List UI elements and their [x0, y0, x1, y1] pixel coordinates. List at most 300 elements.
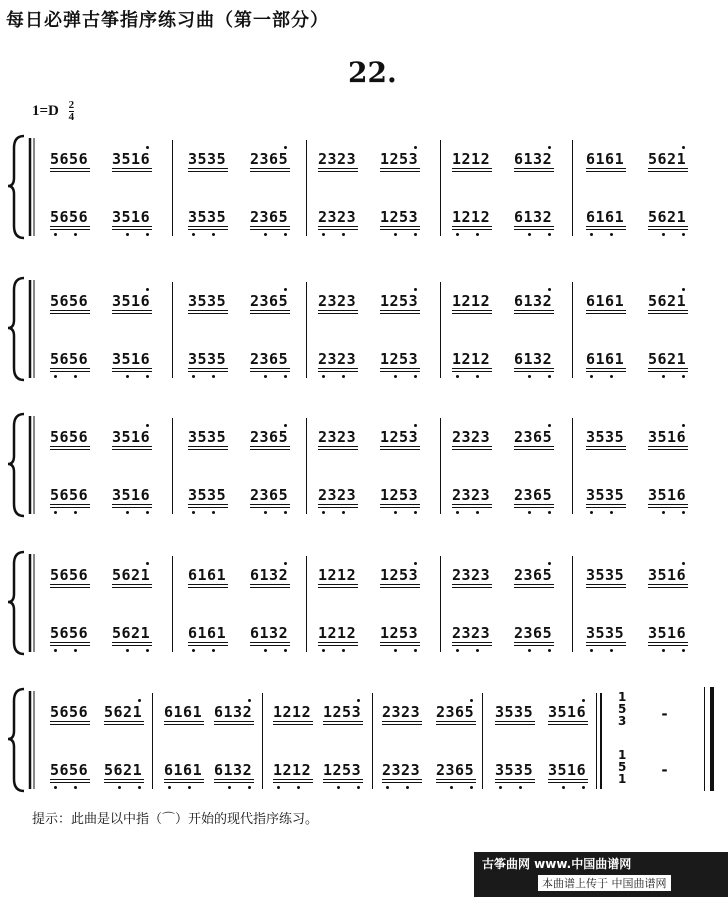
beam-line — [495, 779, 535, 780]
footer-line2: 本曲谱上传于 中国曲谱网 — [538, 875, 671, 891]
octave-dot — [476, 649, 479, 652]
upper-note-group: 6132 — [514, 292, 553, 310]
octave-dot — [682, 288, 685, 291]
beam-line — [250, 371, 290, 372]
beam-line — [250, 645, 290, 646]
barline — [172, 140, 173, 236]
lower-note-group: 1253 — [380, 208, 419, 226]
upper-note-group: 2323 — [318, 428, 357, 446]
beam-line — [648, 584, 688, 585]
beam-line — [495, 721, 535, 722]
beam-line — [273, 721, 313, 722]
barline — [172, 556, 173, 652]
beam-line — [648, 504, 688, 505]
key-label: 1=D — [32, 102, 59, 119]
beam-line — [452, 368, 492, 369]
beam-line — [112, 168, 152, 169]
beam-line — [514, 310, 554, 311]
beam-line — [318, 171, 358, 172]
beam-line — [250, 229, 290, 230]
beam-line — [50, 446, 90, 447]
beam-line — [188, 368, 228, 369]
beam-line — [380, 168, 420, 169]
lower-note-group: 2365 — [436, 761, 475, 779]
beam-line — [214, 782, 254, 783]
octave-dot — [610, 375, 613, 378]
upper-note-group: 2365 — [514, 566, 553, 584]
octave-dot — [470, 699, 473, 702]
upper-note-group: 3535 — [188, 150, 227, 168]
octave-dot — [548, 424, 551, 427]
barline — [440, 556, 441, 652]
lower-note-group: 3516 — [112, 350, 151, 368]
octave-dot — [406, 786, 409, 789]
beam-line — [648, 449, 688, 450]
beam-line — [250, 226, 290, 227]
piece-number: 22. — [348, 56, 397, 89]
octave-dot — [548, 233, 551, 236]
lower-note-group: 2365 — [250, 486, 289, 504]
upper-note-group: 2365 — [514, 428, 553, 446]
upper-note-group: 2323 — [452, 566, 491, 584]
lower-note-group: 3535 — [188, 208, 227, 226]
upper-note-group: 1212 — [452, 150, 491, 168]
beam-line — [586, 226, 626, 227]
octave-dot — [146, 233, 149, 236]
beam-line — [452, 446, 492, 447]
octave-dot — [284, 649, 287, 652]
beam-line — [452, 226, 492, 227]
beam-line — [50, 504, 90, 505]
lower-note-group: 5656 — [50, 350, 89, 368]
octave-dot — [682, 511, 685, 514]
upper-note-group: 2365 — [250, 150, 289, 168]
barline — [152, 693, 153, 789]
octave-dot — [610, 511, 613, 514]
beam-line — [380, 310, 420, 311]
lower-note-group: 3516 — [548, 761, 587, 779]
lower-note-group: 3516 — [648, 624, 687, 642]
beam-line — [112, 368, 152, 369]
beam-line — [214, 779, 254, 780]
octave-dot — [499, 786, 502, 789]
lower-note-group: 5656 — [50, 761, 89, 779]
octave-dot — [192, 511, 195, 514]
time-signature — [69, 100, 75, 123]
octave-dot — [212, 649, 215, 652]
octave-dot — [590, 375, 593, 378]
lower-note-group: 2365 — [250, 350, 289, 368]
beam-line — [380, 171, 420, 172]
octave-dot — [548, 562, 551, 565]
upper-note-group: 2323 — [318, 150, 357, 168]
upper-note-group: 5621 — [112, 566, 151, 584]
beam-line — [188, 587, 228, 588]
octave-dot — [394, 375, 397, 378]
repeat-barline — [600, 693, 602, 789]
beam-line — [318, 168, 358, 169]
beam-line — [273, 724, 313, 725]
lower-note-group: 3535 — [495, 761, 534, 779]
barline — [572, 140, 573, 236]
beam-line — [318, 642, 358, 643]
lower-note-group: 6161 — [586, 350, 625, 368]
octave-dot — [74, 375, 77, 378]
beam-line — [188, 313, 228, 314]
octave-dot — [682, 146, 685, 149]
upper-note-group: 3516 — [648, 428, 687, 446]
beam-line — [250, 642, 290, 643]
beam-line — [273, 782, 313, 783]
beam-line — [382, 724, 422, 725]
beam-line — [586, 171, 626, 172]
beam-line — [50, 782, 90, 783]
lower-note-group: 2323 — [318, 486, 357, 504]
octave-dot — [228, 786, 231, 789]
upper-note-group: 5656 — [50, 566, 89, 584]
octave-dot — [264, 511, 267, 514]
lower-note-group: 1253 — [323, 761, 362, 779]
beam-line — [104, 779, 144, 780]
upper-note-group: 1253 — [380, 428, 419, 446]
lower-note-group: 2365 — [514, 624, 553, 642]
upper-note-group: 3535 — [188, 428, 227, 446]
octave-dot — [146, 375, 149, 378]
beam-line — [164, 782, 204, 783]
lower-note-group: 6161 — [586, 208, 625, 226]
octave-dot — [470, 786, 473, 789]
beam-line — [250, 504, 290, 505]
beam-line — [188, 584, 228, 585]
beam-line — [380, 645, 420, 646]
octave-dot — [284, 562, 287, 565]
barline — [440, 140, 441, 236]
beam-line — [188, 171, 228, 172]
octave-dot — [322, 511, 325, 514]
lower-note-group: 3535 — [188, 350, 227, 368]
octave-dot — [146, 511, 149, 514]
octave-dot — [456, 649, 459, 652]
barline — [306, 418, 307, 514]
footer-line1: 古筝曲网 www.中国曲谱网 — [482, 857, 632, 871]
chord-note: 3 — [618, 714, 627, 728]
beam-line — [318, 313, 358, 314]
upper-note-group: 1212 — [273, 703, 312, 721]
beam-line — [50, 587, 90, 588]
octave-dot — [548, 288, 551, 291]
beam-line — [380, 504, 420, 505]
lower-note-group: 3516 — [112, 208, 151, 226]
beam-line — [586, 371, 626, 372]
beam-line — [436, 779, 476, 780]
octave-dot — [450, 786, 453, 789]
octave-dot — [212, 375, 215, 378]
beam-line — [452, 645, 492, 646]
octave-dot — [662, 649, 665, 652]
beam-line — [380, 507, 420, 508]
beam-line — [250, 584, 290, 585]
beam-line — [452, 507, 492, 508]
beam-line — [188, 642, 228, 643]
octave-dot — [394, 233, 397, 236]
beam-line — [318, 449, 358, 450]
beam-line — [112, 229, 152, 230]
beam-line — [318, 507, 358, 508]
octave-dot — [146, 562, 149, 565]
beam-line — [648, 310, 688, 311]
beam-line — [648, 645, 688, 646]
octave-dot — [126, 649, 129, 652]
upper-note-group: 2323 — [382, 703, 421, 721]
final-chord-lower — [618, 749, 626, 785]
beam-line — [586, 507, 626, 508]
octave-dot — [394, 511, 397, 514]
octave-dot — [414, 375, 417, 378]
beam-line — [323, 782, 363, 783]
beam-line — [318, 504, 358, 505]
octave-dot — [590, 511, 593, 514]
beam-line — [112, 310, 152, 311]
beam-line — [586, 446, 626, 447]
octave-dot — [146, 146, 149, 149]
barline — [482, 693, 483, 789]
upper-note-group: 3516 — [112, 150, 151, 168]
beam-line — [188, 504, 228, 505]
octave-dot — [414, 233, 417, 236]
upper-note-group: 5656 — [50, 292, 89, 310]
brace-path — [8, 136, 24, 238]
octave-dot — [682, 562, 685, 565]
beam-line — [318, 645, 358, 646]
upper-note-group: 2323 — [452, 428, 491, 446]
beam-line — [514, 226, 554, 227]
beam-line — [648, 368, 688, 369]
octave-dot — [168, 786, 171, 789]
lower-note-group: 5621 — [648, 208, 687, 226]
lower-note-group: 6161 — [188, 624, 227, 642]
octave-dot — [590, 233, 593, 236]
upper-note-group: 5621 — [648, 150, 687, 168]
beam-line — [436, 721, 476, 722]
beam-line — [188, 168, 228, 169]
barline — [306, 556, 307, 652]
octave-dot — [548, 649, 551, 652]
octave-dot — [248, 699, 251, 702]
upper-note-group: 2365 — [250, 428, 289, 446]
octave-dot — [414, 424, 417, 427]
octave-dot — [192, 233, 195, 236]
beam-line — [648, 313, 688, 314]
beam-line — [50, 584, 90, 585]
chord-note: 1 — [618, 772, 627, 786]
upper-note-group: 3516 — [548, 703, 587, 721]
octave-dot — [192, 375, 195, 378]
beam-line — [164, 779, 204, 780]
beam-line — [382, 721, 422, 722]
lower-note-group: 1212 — [452, 350, 491, 368]
upper-note-group: 1212 — [452, 292, 491, 310]
beam-line — [514, 371, 554, 372]
chord-note: 5 — [618, 702, 627, 716]
beam-line — [112, 226, 152, 227]
beam-line — [273, 779, 313, 780]
hold-dash: - — [660, 761, 670, 779]
time-bottom: 4 — [68, 111, 75, 123]
upper-note-group: 2365 — [250, 292, 289, 310]
chord-note: 5 — [618, 760, 627, 774]
octave-dot — [74, 233, 77, 236]
lower-note-group: 2323 — [318, 208, 357, 226]
beam-line — [250, 449, 290, 450]
octave-dot — [188, 786, 191, 789]
upper-note-group: 5656 — [50, 703, 89, 721]
octave-dot — [548, 375, 551, 378]
beam-line — [586, 229, 626, 230]
beam-line — [112, 645, 152, 646]
beam-line — [250, 446, 290, 447]
beam-line — [514, 168, 554, 169]
octave-dot — [342, 511, 345, 514]
octave-dot — [54, 233, 57, 236]
beam-line — [250, 313, 290, 314]
beam-line — [50, 171, 90, 172]
octave-dot — [548, 511, 551, 514]
staff-system — [0, 130, 728, 242]
beam-line — [112, 446, 152, 447]
beam-line — [514, 504, 554, 505]
octave-dot — [54, 375, 57, 378]
octave-dot — [54, 649, 57, 652]
octave-dot — [414, 146, 417, 149]
octave-dot — [284, 424, 287, 427]
octave-dot — [528, 649, 531, 652]
beam-line — [548, 782, 588, 783]
beam-line — [648, 229, 688, 230]
beam-line — [452, 168, 492, 169]
upper-note-group: 1212 — [318, 566, 357, 584]
beam-line — [188, 645, 228, 646]
beam-line — [323, 779, 363, 780]
lower-note-group: 2323 — [382, 761, 421, 779]
upper-note-group: 1253 — [380, 292, 419, 310]
octave-dot — [682, 233, 685, 236]
beam-line — [112, 584, 152, 585]
lower-note-group: 6161 — [164, 761, 203, 779]
beam-line — [318, 310, 358, 311]
octave-dot — [456, 233, 459, 236]
beam-line — [50, 226, 90, 227]
chord-note: 1 — [618, 748, 627, 762]
beam-line — [188, 507, 228, 508]
beam-line — [50, 229, 90, 230]
octave-dot — [146, 424, 149, 427]
upper-note-group: 6132 — [214, 703, 253, 721]
upper-note-group: 3516 — [112, 428, 151, 446]
staff-system — [0, 546, 728, 658]
upper-note-group: 3516 — [112, 292, 151, 310]
upper-note-group: 6161 — [586, 150, 625, 168]
beam-line — [380, 584, 420, 585]
octave-dot — [322, 649, 325, 652]
hold-dash: - — [660, 705, 670, 723]
lower-note-group: 2323 — [318, 350, 357, 368]
lower-note-group: 1212 — [452, 208, 491, 226]
octave-dot — [138, 786, 141, 789]
lower-note-group: 3535 — [188, 486, 227, 504]
beam-line — [586, 642, 626, 643]
beam-line — [104, 721, 144, 722]
octave-dot — [342, 649, 345, 652]
beam-line — [452, 642, 492, 643]
beam-line — [452, 310, 492, 311]
beam-line — [250, 168, 290, 169]
brace-path — [8, 414, 24, 516]
beam-line — [452, 584, 492, 585]
octave-dot — [126, 375, 129, 378]
lower-note-group: 2323 — [452, 624, 491, 642]
octave-dot — [192, 649, 195, 652]
lower-note-group: 6132 — [250, 624, 289, 642]
beam-line — [50, 642, 90, 643]
beam-line — [380, 371, 420, 372]
octave-dot — [284, 511, 287, 514]
lower-note-group: 1253 — [380, 350, 419, 368]
octave-dot — [264, 233, 267, 236]
upper-note-group: 5656 — [50, 150, 89, 168]
octave-dot — [456, 375, 459, 378]
beam-line — [452, 504, 492, 505]
beam-line — [380, 226, 420, 227]
octave-dot — [562, 786, 565, 789]
octave-dot — [476, 233, 479, 236]
octave-dot — [662, 375, 665, 378]
octave-dot — [476, 511, 479, 514]
lower-note-group: 5656 — [50, 486, 89, 504]
octave-dot — [519, 786, 522, 789]
octave-dot — [394, 649, 397, 652]
beam-line — [382, 782, 422, 783]
octave-dot — [54, 786, 57, 789]
octave-dot — [146, 649, 149, 652]
beam-line — [318, 229, 358, 230]
octave-dot — [476, 375, 479, 378]
octave-dot — [212, 233, 215, 236]
brace-path — [8, 278, 24, 380]
lower-note-group: 1212 — [273, 761, 312, 779]
lower-note-group: 6132 — [214, 761, 253, 779]
beam-line — [214, 721, 254, 722]
lower-note-group: 3516 — [112, 486, 151, 504]
beam-line — [318, 584, 358, 585]
beam-line — [380, 449, 420, 450]
octave-dot — [528, 511, 531, 514]
beam-line — [188, 229, 228, 230]
beam-line — [188, 310, 228, 311]
upper-note-group: 6161 — [586, 292, 625, 310]
beam-line — [380, 642, 420, 643]
beam-line — [318, 446, 358, 447]
upper-note-group: 3535 — [586, 428, 625, 446]
time-top: 2 — [68, 99, 75, 111]
chord-note: 1 — [618, 690, 627, 704]
beam-line — [586, 587, 626, 588]
beam-line — [188, 449, 228, 450]
lower-note-group: 3535 — [586, 486, 625, 504]
octave-dot — [337, 786, 340, 789]
lower-note-group: 5656 — [50, 624, 89, 642]
beam-line — [548, 779, 588, 780]
beam-line — [452, 587, 492, 588]
